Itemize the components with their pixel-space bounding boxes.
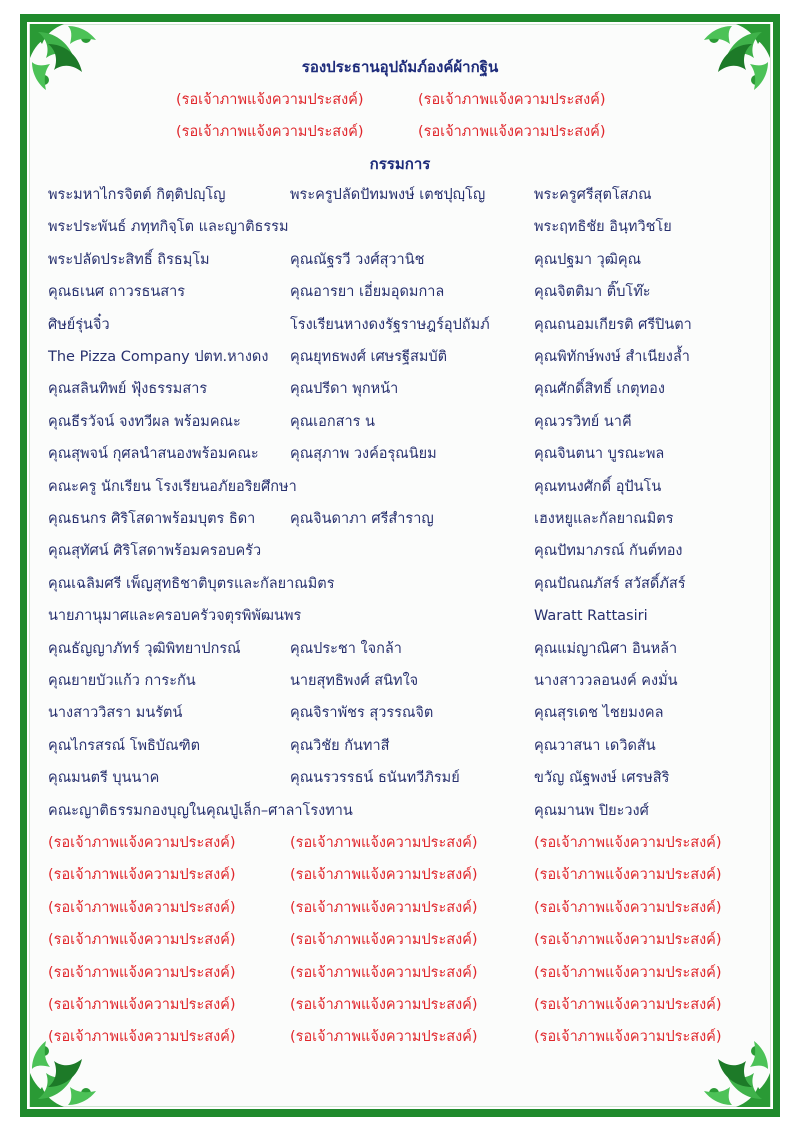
name-cell: คุณอารยา เอี่ยมอุดมกาล (290, 284, 445, 301)
list-row (0, 736, 800, 768)
name-cell: (รอเจ้าภาพแจ้งความประสงค์) (290, 997, 478, 1013)
name-cell: (รอเจ้าภาพแจ้งความประสงค์) (290, 1029, 478, 1046)
name-cell: (รอเจ้าภาพแจ้งความประสงค์) (290, 899, 478, 916)
name-cell: คุณยุทธพงศ์ เศษรฐีสมบัติ (290, 349, 448, 365)
name-cell: คุณณัฐรวี วงศ์สุวานิช (290, 251, 425, 268)
committee-heading: กรรมการ (369, 155, 431, 173)
name-cell: พระปลัดประสิทธิ์ ถิรธมฺโม (48, 251, 210, 268)
name-cell: คณะญาติธรรมกองบุญในคุณปู่เล็ก–ศาลาโรงทาน (48, 802, 353, 819)
name-cell: คุณจิตติมา ติ๊บโท๊ะ (534, 284, 651, 301)
list-row (0, 671, 800, 703)
name-cell: คุณจินดาภา ศรีสำราญ (290, 511, 434, 527)
page-title: รองประธานอุปถัมภ์องค์ผ้ากฐิน (301, 58, 499, 76)
name-cell: (รอเจ้าภาพแจ้งความประสงค์) (534, 835, 722, 851)
list-row (0, 801, 800, 833)
list-row (0, 1027, 800, 1059)
list-row (0, 347, 800, 379)
name-cell: คุณปรีดา พุกหน้า (290, 381, 399, 398)
name-cell: (รอเจ้าภาพแจ้งความประสงค์) (48, 1029, 236, 1046)
name-cell: พระฤทธิชัย อินฺทวิชโย (534, 219, 672, 236)
placeholder-text: (รอเจ้าภาพแจ้งความประสงค์) (176, 92, 364, 108)
name-cell: คุณสุทัศน์ ศิริโสดาพร้อมครอบครัว (48, 543, 262, 560)
name-cell: (รอเจ้าภาพแจ้งความประสงค์) (290, 964, 478, 981)
name-cell: คุณวาสนา เดวิดสัน (534, 737, 656, 754)
list-row (0, 185, 800, 217)
name-cell: คุณจินตนา บูรณะพล (534, 446, 665, 463)
name-cell: พระประพันธ์ ภทฺทกิจฺโต และญาติธรรม (48, 219, 289, 236)
name-cell: (รอเจ้าภาพแจ้งความประสงค์) (290, 867, 478, 884)
name-cell: คุณมานพ ปิยะวงศ์ (534, 802, 649, 819)
name-cell: (รอเจ้าภาพแจ้งความประสงค์) (290, 835, 478, 851)
name-cell: (รอเจ้าภาพแจ้งความประสงค์) (48, 867, 236, 884)
name-cell: คุณปัณณภัสร์ สวัสดิ์ภัสร์ (534, 575, 686, 592)
name-cell: คุณจิราพัชร สุวรรณจิต (290, 705, 434, 722)
list-row (0, 606, 800, 638)
list-row (0, 963, 800, 995)
list-row (0, 703, 800, 735)
name-cell: The Pizza Company ปตท.หางดง (48, 349, 269, 365)
name-cell: คุณปฐมา วุฒิคุณ (534, 251, 642, 268)
list-row (0, 639, 800, 671)
name-cell: (รอเจ้าภาพแจ้งความประสงค์) (534, 1029, 722, 1046)
name-cell: คุณแม่ญาณิศา อินหล้า (534, 640, 678, 657)
name-cell: (รอเจ้าภาพแจ้งความประสงค์) (290, 932, 478, 949)
name-cell: นายสุทธิพงศ์ สนิทใจ (290, 673, 419, 689)
list-row (0, 995, 800, 1027)
name-cell: พระครูปลัดปัทมพงษ์ เตชปุญฺโญ (290, 187, 486, 203)
list-row (0, 768, 800, 800)
list-row (0, 282, 800, 314)
name-cell: คุณสุภาพ วงค์อรุณนิยม (290, 446, 437, 463)
list-row (0, 217, 800, 249)
name-cell: พระมหาไกรจิตต์ กิตฺติปญฺโญ (48, 187, 226, 203)
name-cell: (รอเจ้าภาพแจ้งความประสงค์) (534, 867, 722, 884)
name-cell: คุณไกรสรณ์ โพธิบัณฑิต (48, 737, 201, 754)
name-cell: คุณธัญญาภัทร์ วุฒิพิทยาปกรณ์ (48, 640, 241, 657)
name-cell: คุณเฉลิมศรี เพ็ญสุทธิชาติบุตรและกัลยาณมิตร (48, 575, 335, 592)
name-cell: นายภานุมาศและครอบครัวจตุรพิพัฒนพร (48, 608, 302, 625)
name-cell: พระครูศรีสุตโสภณ (534, 187, 652, 203)
placeholder-text: (รอเจ้าภาพแจ้งความประสงค์) (176, 124, 364, 140)
list-row (0, 574, 800, 606)
name-cell: คุณเอกสาร น (290, 413, 375, 430)
list-row (0, 379, 800, 411)
name-cell: คุณศักดิ์สิทธิ์ เกตุทอง (534, 381, 665, 398)
name-cell: คุณทนงศักดิ์ อุปันโน (534, 478, 662, 495)
list-row (0, 250, 800, 282)
name-cell: คุณนรวรรธน์ ธนันทวีภิรมย์ (290, 770, 460, 787)
placeholder-text: (รอเจ้าภาพแจ้งความประสงค์) (418, 92, 606, 108)
name-cell: คุณวรวิทย์ นาคี (534, 413, 632, 430)
name-cell: คุณวิชัย กันทาสี (290, 737, 390, 754)
name-cell: (รอเจ้าภาพแจ้งความประสงค์) (534, 964, 722, 981)
name-cell: (รอเจ้าภาพแจ้งความประสงค์) (534, 899, 722, 916)
name-cell: ขวัญ ณัฐพงษ์ เศรษสิริ (534, 770, 670, 787)
name-cell: (รอเจ้าภาพแจ้งความประสงค์) (48, 964, 236, 981)
name-cell: คุณสลินทิพย์ ฟุ้งธรรมสาร (48, 381, 208, 398)
name-cell: คณะครู นักเรียน โรงเรียนอภัยอริยศึกษา (48, 478, 297, 495)
list-row (0, 509, 800, 541)
name-cell: คุณธเนศ ถาวรธนสาร (48, 284, 186, 301)
placeholder-text: (รอเจ้าภาพแจ้งความประสงค์) (418, 124, 606, 140)
name-cell: คุณสุพจน์ กุศลนำสนองพร้อมคณะ (48, 446, 259, 463)
name-cell: (รอเจ้าภาพแจ้งความประสงค์) (48, 997, 236, 1013)
name-cell: (รอเจ้าภาพแจ้งความประสงค์) (534, 932, 722, 949)
name-cell: (รอเจ้าภาพแจ้งความประสงค์) (48, 899, 236, 916)
list-row (0, 833, 800, 865)
list-row (0, 930, 800, 962)
list-row (0, 412, 800, 444)
list-row (0, 315, 800, 347)
list-row (0, 444, 800, 476)
name-cell: นางสาววิสรา มนรัตน์ (48, 705, 183, 722)
list-row (0, 865, 800, 897)
name-cell: คุณยายบัวแก้ว การะกัน (48, 673, 196, 689)
name-cell: (รอเจ้าภาพแจ้งความประสงค์) (534, 997, 722, 1013)
name-cell: โรงเรียนหางดงรัฐราษฎร์อุปถัมภ์ (290, 316, 490, 333)
name-cell: คุณสุรเดช ไชยมงคล (534, 705, 664, 722)
list-row (0, 898, 800, 930)
name-cell: นางสาววลอนงค์ คงมั่น (534, 673, 678, 689)
list-row (0, 541, 800, 573)
name-cell: คุณธีรวัจน์ จงทวีผล พร้อมคณะ (48, 413, 241, 430)
name-cell: คุณมนตรี บุนนาค (48, 770, 160, 787)
name-cell: คุณปัทมาภรณ์ กันต์ทอง (534, 543, 683, 560)
name-cell: ศิษย์รุ่นจิ๋ว (48, 316, 110, 333)
name-cell: (รอเจ้าภาพแจ้งความประสงค์) (48, 932, 236, 949)
name-cell: (รอเจ้าภาพแจ้งความประสงค์) (48, 835, 236, 851)
name-cell: คุณธนกร ศิริโสดาพร้อมบุตร ธิดา (48, 511, 256, 527)
name-cell: คุณประชา ใจกล้า (290, 640, 402, 657)
name-cell: คุณพิทักษ์พงษ์ สำเนียงล้ำ (534, 349, 690, 365)
list-row (0, 477, 800, 509)
name-cell: Waratt Rattasiri (534, 608, 648, 625)
name-cell: คุณถนอมเกียรติ ศรีปินตา (534, 316, 692, 333)
name-cell: เฮงหยูและกัลยาณมิตร (534, 511, 674, 527)
